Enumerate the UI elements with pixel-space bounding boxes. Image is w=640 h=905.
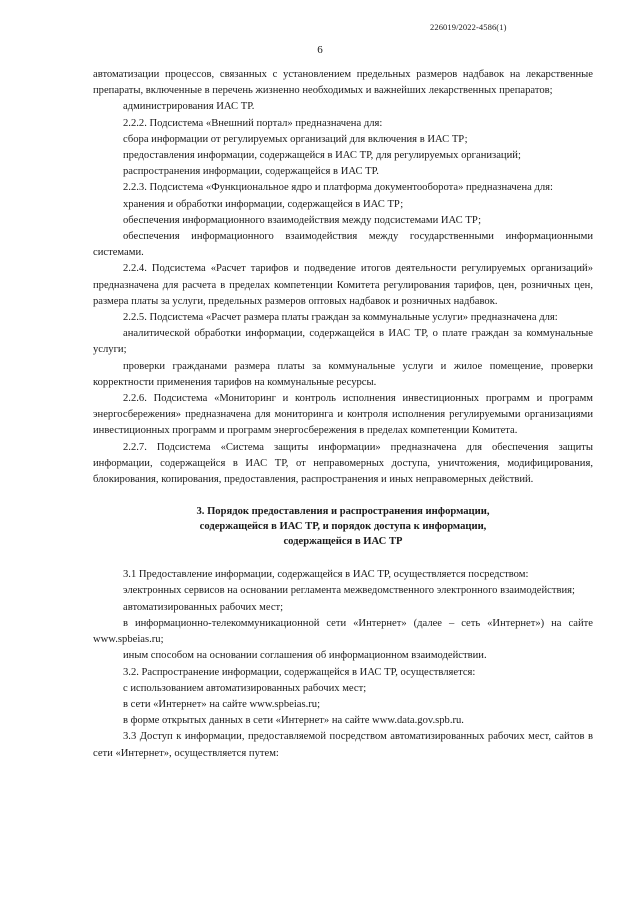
paragraph: 2.2.7. Подсистема «Система защиты информации» предназначена для обеспечения защиты информации, содержащейся в ИАС ТР, от неправомерных доступа, уничтожения, модифицирования, блокирования, копирования, предоставления, распространения и иных неправомерных действий. bbox=[93, 441, 593, 486]
paragraph: с использованием автоматизированных рабочих мест; bbox=[123, 682, 367, 694]
paragraph: в форме открытых данных в сети «Интернет» на сайте www.data.gov.spb.ru. bbox=[123, 715, 464, 727]
section-heading-line: содержащейся в ИАС ТР, и порядок доступа к информации, bbox=[199, 521, 487, 533]
paragraph: проверки гражданами размера платы за коммунальные услуги и жилое помещение, проверки корректности применения тарифов на коммунальные ресурсы. bbox=[93, 360, 593, 388]
paragraph: аналитической обработки информации, содержащейся в ИАС ТР, о плате граждан за коммунальные услуги; bbox=[93, 328, 593, 356]
paragraph: 3.1 Предоставление информации, содержащейся в ИАС ТР, осуществляется посредством: bbox=[123, 569, 529, 581]
page-number: 6 bbox=[317, 44, 323, 56]
paragraph: распространения информации, содержащейся в ИАС ТР. bbox=[123, 166, 379, 178]
paragraph: 2.2.3. Подсистема «Функциональное ядро и платформа документооборота» предназначена для: bbox=[123, 182, 553, 194]
paragraph: автоматизированных рабочих мест; bbox=[123, 601, 284, 613]
section-heading-line: 3. Порядок предоставления и распространения информации, bbox=[196, 506, 490, 518]
paragraph: 2.2.2. Подсистема «Внешний портал» предназначена для: bbox=[123, 117, 383, 129]
paragraph: 2.2.6. Подсистема «Мониторинг и контроль исполнения инвестиционных программ и программ энергосбережения» предназначена для мониторинга и контроля исполнения регулируемыми организациями инвестиционных программ и программ энергосбережения в пределах компетенции Комитета. bbox=[93, 393, 593, 437]
paragraph: 3.3 Доступ к информации, предоставляемой посредством автоматизированных рабочих мест, сайтов в сети «Интернет», осуществляется путем: bbox=[93, 731, 593, 759]
paragraph: администрирования ИАС ТР. bbox=[123, 101, 255, 113]
paragraph: в информационно-телекоммуникационной сети «Интернет» (далее – сеть «Интернет») на сайте www.spbeias.ru; bbox=[93, 617, 593, 646]
paragraph: 2.2.5. Подсистема «Расчет размера платы граждан за коммунальные услуги» предназначена для: bbox=[123, 312, 558, 324]
paragraph: предоставления информации, содержащейся в ИАС ТР, для регулируемых организаций; bbox=[123, 150, 521, 162]
paragraph: автоматизации процессов, связанных с установлением предельных размеров надбавок на лекарственные препараты, включенные в перечень жизненно необходимых и важнейших лекарственных препаратов; bbox=[93, 69, 593, 97]
section-heading bbox=[93, 504, 593, 549]
section-heading-line: содержащейся в ИАС ТР bbox=[283, 536, 403, 548]
paragraph: иным способом на основании соглашения об информационном взаимодействии. bbox=[123, 650, 487, 662]
paragraph: хранения и обработки информации, содержащейся в ИАС ТР; bbox=[123, 198, 404, 210]
paragraph: обеспечения информационного взаимодействия между государственными информационными системами. bbox=[93, 231, 593, 259]
paragraph: 3.2. Распространение информации, содержащейся в ИАС ТР, осуществляется: bbox=[123, 666, 476, 678]
document-body bbox=[93, 67, 593, 762]
paragraph: сбора информации от регулируемых организаций для включения в ИАС ТР; bbox=[123, 133, 468, 145]
paragraph: обеспечения информационного взаимодействия между подсистемами ИАС ТР; bbox=[123, 214, 482, 226]
paragraph: 2.2.4. Подсистема «Расчет тарифов и подведение итогов деятельности регулируемых организаций» предназначена для расчета в пределах компетенции Комитета регулирования тарифов, цен, розничных цен, размера платы за услуги, предельных размеров оптовых надбавок и розничных надбавок. bbox=[93, 263, 593, 307]
paragraph: в сети «Интернет» на сайте www.spbeias.ru; bbox=[123, 698, 321, 710]
document-registration-number: 226019/2022-4586(1) bbox=[430, 22, 507, 32]
paragraph: электронных сервисов на основании регламента межведомственного электронного взаимодействия; bbox=[123, 585, 575, 597]
